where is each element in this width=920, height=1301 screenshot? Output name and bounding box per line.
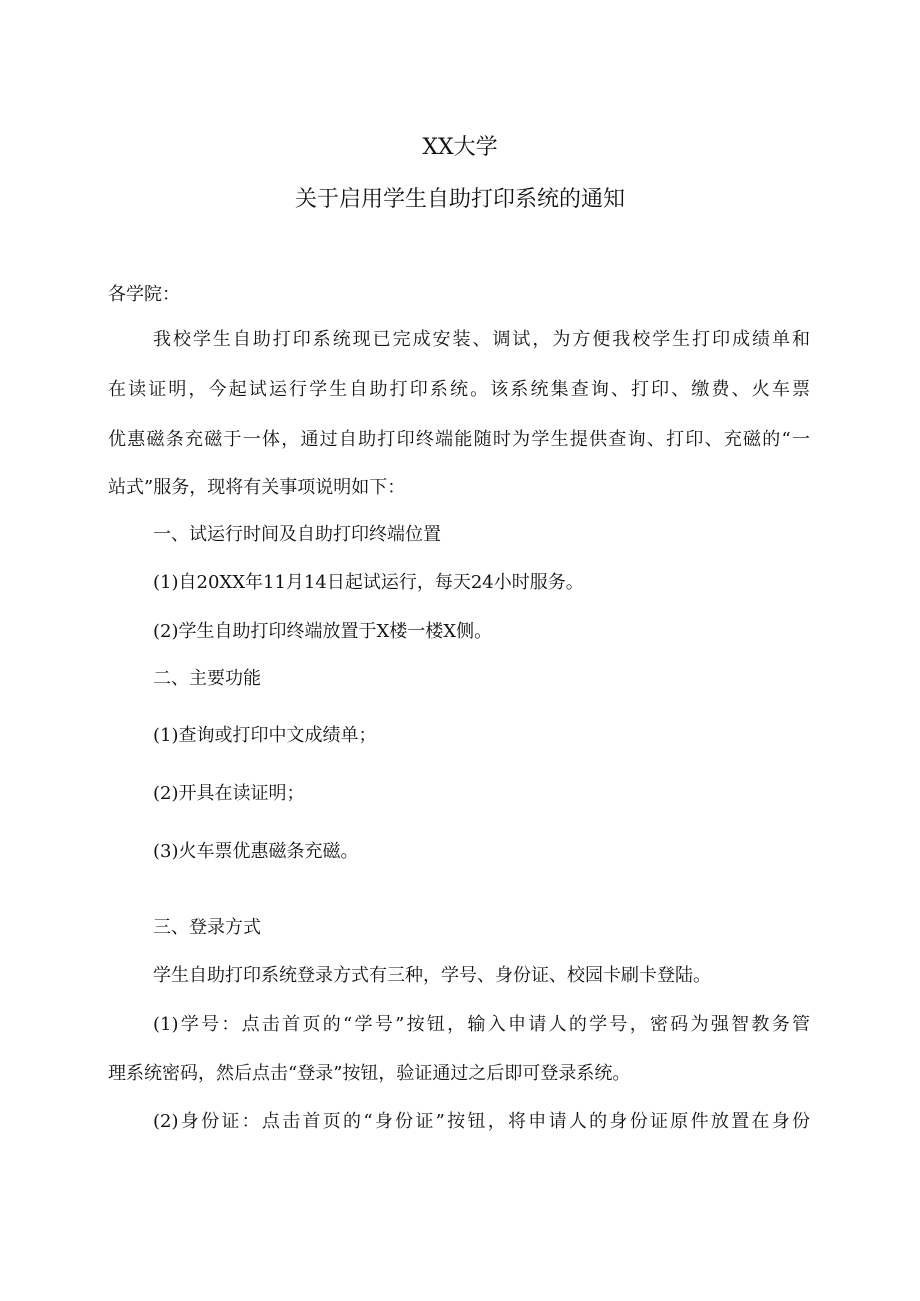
section-1-item-2: (2)学生自助打印终端放置于X楼一楼X侧。 bbox=[153, 621, 493, 642]
document-title-notice: 关于启用学生自助打印系统的通知 bbox=[294, 187, 625, 212]
section-2-item-3: (3)火车票优惠磁条充磁。 bbox=[153, 841, 359, 862]
section-3-heading: 三、登录方式 bbox=[153, 917, 261, 938]
section-1-item-1: (1)自20XX年11月14日起试运行，每天24小时服务。 bbox=[153, 572, 584, 593]
section-2-item-1: (1)查询或打印中文成绩单； bbox=[153, 725, 377, 746]
section-1-heading: 一、试运行时间及自助打印终端位置 bbox=[153, 524, 441, 545]
section-3-summary: 学生自助打印系统登录方式有三种，学号、身份证、校园卡刷卡登陆。 bbox=[153, 965, 711, 986]
section-2-heading: 二、主要功能 bbox=[153, 668, 261, 689]
section-2-item-2: (2)开具在读证明； bbox=[153, 783, 305, 804]
salutation: 各学院： bbox=[108, 284, 180, 305]
document-title-school: XX大学 bbox=[422, 135, 498, 160]
intro-line-4: 站式”服务，现将有关事项说明如下： bbox=[108, 477, 406, 498]
intro-line-1: 我校学生自助打印系统现已完成安装、调试，为方便我校学生打印成绩单和 bbox=[153, 329, 810, 350]
section-3-item-1-continued: 理系统密码，然后点击“登录”按钮，验证通过之后即可登录系统。 bbox=[108, 1063, 631, 1084]
intro-line-3: 优惠磁条充磁于一体，通过自助打印终端能随时为学生提供查询、打印、充磁的“一 bbox=[108, 429, 810, 450]
section-3-item-2: (2)身份证：点击首页的“身份证”按钮，将申请人的身份证原件放置在身份 bbox=[153, 1111, 810, 1132]
section-3-item-1: (1)学号：点击首页的“学号”按钮，输入申请人的学号，密码为强智教务管 bbox=[153, 1014, 810, 1035]
intro-line-2: 在读证明，今起试运行学生自助打印系统。该系统集查询、打印、缴费、火车票 bbox=[108, 379, 810, 400]
